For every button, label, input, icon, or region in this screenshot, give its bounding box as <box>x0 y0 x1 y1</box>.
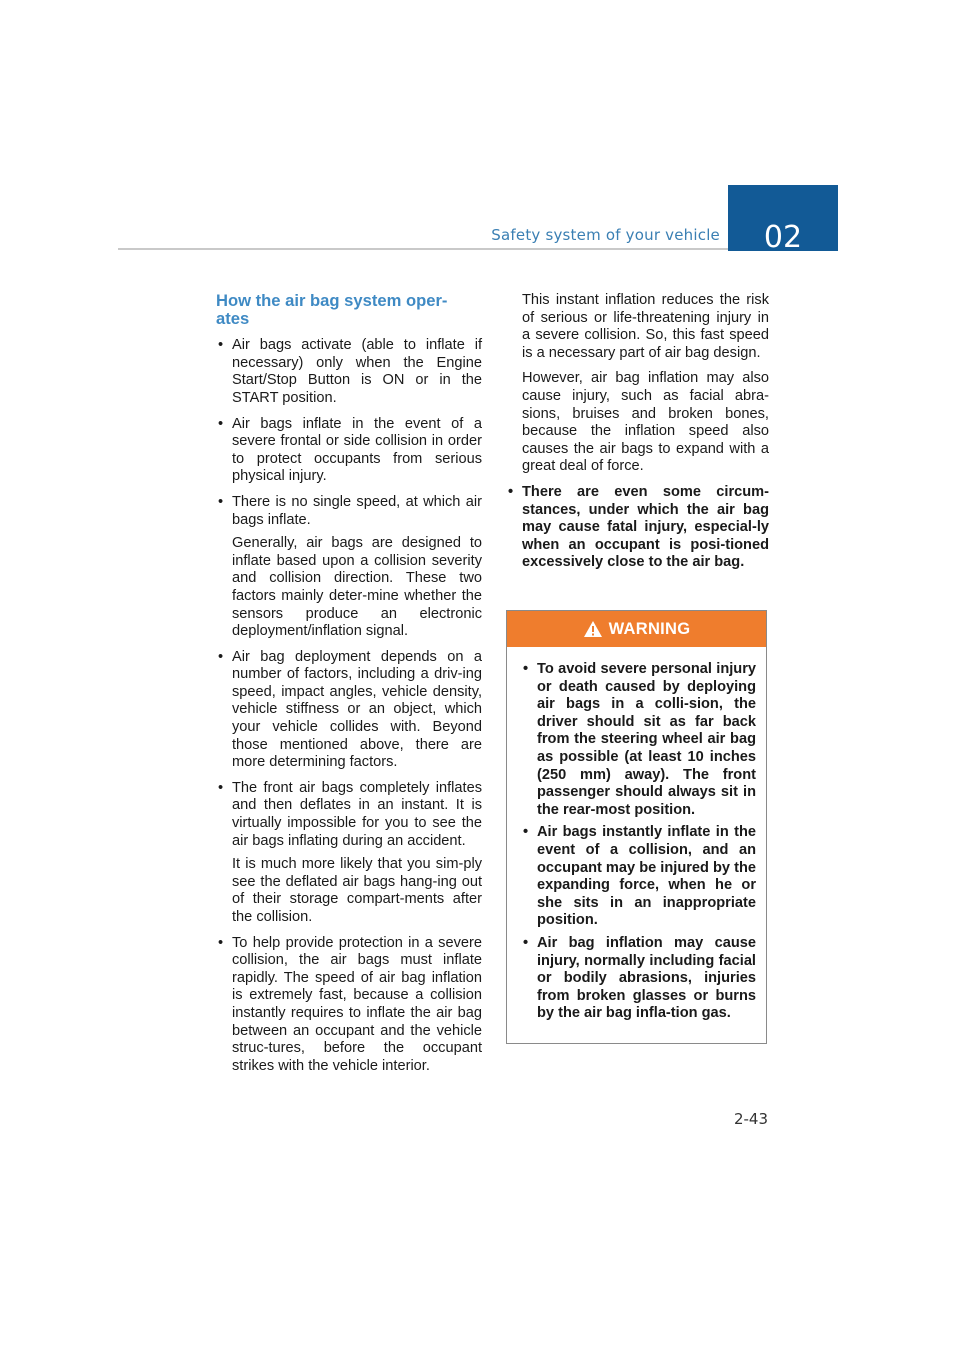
bullet-icon: • <box>523 934 529 951</box>
paragraph: Generally, air bags are designed to inflate based upon a collision severity and collision direction. These two factors mainly deter-mine whether the sensors produce an electronic deployment/inflation signal. <box>232 535 482 640</box>
warning-triangle-icon <box>583 620 603 638</box>
page-number: 2-43 <box>733 1110 768 1128</box>
bullet-icon: • <box>218 934 224 951</box>
warning-item <box>521 824 756 930</box>
bullet-icon: • <box>218 493 224 510</box>
list-item <box>216 416 482 486</box>
list-item <box>216 494 482 529</box>
header-rule <box>118 248 728 250</box>
chapter-tab <box>728 185 838 251</box>
list-item <box>216 780 482 850</box>
section-heading-line-2: ates <box>216 308 250 328</box>
warning-item-text: To avoid severe personal injury or death caused by deploying air bags in a colli-sion, the driver should sit as far back from the steering wheel air bag as possible (at least 10 inches (250 mm) away). The front passenger should always sit in the rear-most position. <box>537 661 756 818</box>
warning-item <box>521 661 756 819</box>
list-item-text: Air bags inflate in the event of a severe frontal or side collision in order to protect occupants from serious physical injury. <box>232 415 482 485</box>
bullet-icon: • <box>218 648 224 665</box>
warning-item <box>521 935 756 1023</box>
chapter-number: 02 <box>763 220 803 251</box>
bullet-icon: • <box>523 661 529 677</box>
left-column <box>216 292 482 1083</box>
list-item-text: To help provide protection in a severe collision, the air bags must inflate rapidly. The speed of air bag inflation is extremely fast, because a collision instantly requires to inflate the air bag between an occupant and the vehicle struc-tures, before the occupant strikes with the vehicle interior. <box>232 934 482 1074</box>
list-item-text: There is no single speed, at which air bags inflate. <box>232 493 482 528</box>
warning-item-text: Air bag inflation may cause injury, normally including facial or bodily abrasions, injuries from broken glasses or burns by the air bag infla-tion gas. <box>537 934 756 1022</box>
section-title: Safety system of your vehicle <box>491 226 720 244</box>
paragraph: However, air bag inflation may also cause injury, such as facial abra-sions, bruises and broken bones, because the inflation speed also causes the air bags to expand with a great deal of force. <box>522 370 769 475</box>
list-item <box>216 337 482 407</box>
warning-body <box>507 647 766 1023</box>
list-item <box>216 649 482 772</box>
bullet-icon: • <box>218 779 224 796</box>
warning-box <box>506 610 767 1044</box>
list-item <box>216 935 482 1076</box>
paragraph: It is much more likely that you sim-ply see the deflated air bags hang-ing out of their storage compart-ments after the collision. <box>232 856 482 925</box>
bullet-icon: • <box>218 415 224 432</box>
paragraph: This instant inflation reduces the risk of serious or life-threatening injury in a severe collision. So, this fast speed is a necessary part of air bag design. <box>522 292 769 361</box>
section-heading-line-1: How the air bag system oper- <box>216 291 448 310</box>
right-column <box>506 292 769 580</box>
list-item-text: Air bags activate (able to inflate if necessary) only when the Engine Start/Stop Button is ON or in the START position. <box>232 337 482 406</box>
list-item-bold <box>506 484 769 572</box>
warning-title: WARNING <box>608 619 691 638</box>
bullet-icon: • <box>523 824 529 841</box>
list-item-text: Air bag deployment depends on a number of factors, including a driv-ing speed, impact angles, vehicle density, vehicle stiffness or an object, which your vehicle collides with. Beyond those mentioned above, there are more determining factors. <box>232 648 482 771</box>
list-item-text: The front air bags completely inflates and then deflates in an instant. It is virtually impossible for you to see the air bags inflating during an accident. <box>232 779 482 849</box>
warning-item-text: Air bags instantly inflate in the event of a collision, and an occupant may be injured by the expanding force, when he or she sits in an inappropriate position. <box>537 824 756 929</box>
section-heading <box>216 292 482 327</box>
warning-header <box>507 611 766 647</box>
bullet-icon: • <box>508 483 514 500</box>
bullet-icon: • <box>218 337 224 354</box>
list-item-text: There are even some circum-stances, under which the air bag may cause fatal injury, especial-ly when an occupant is posi-tioned excessively close to the air bag. <box>522 483 769 571</box>
